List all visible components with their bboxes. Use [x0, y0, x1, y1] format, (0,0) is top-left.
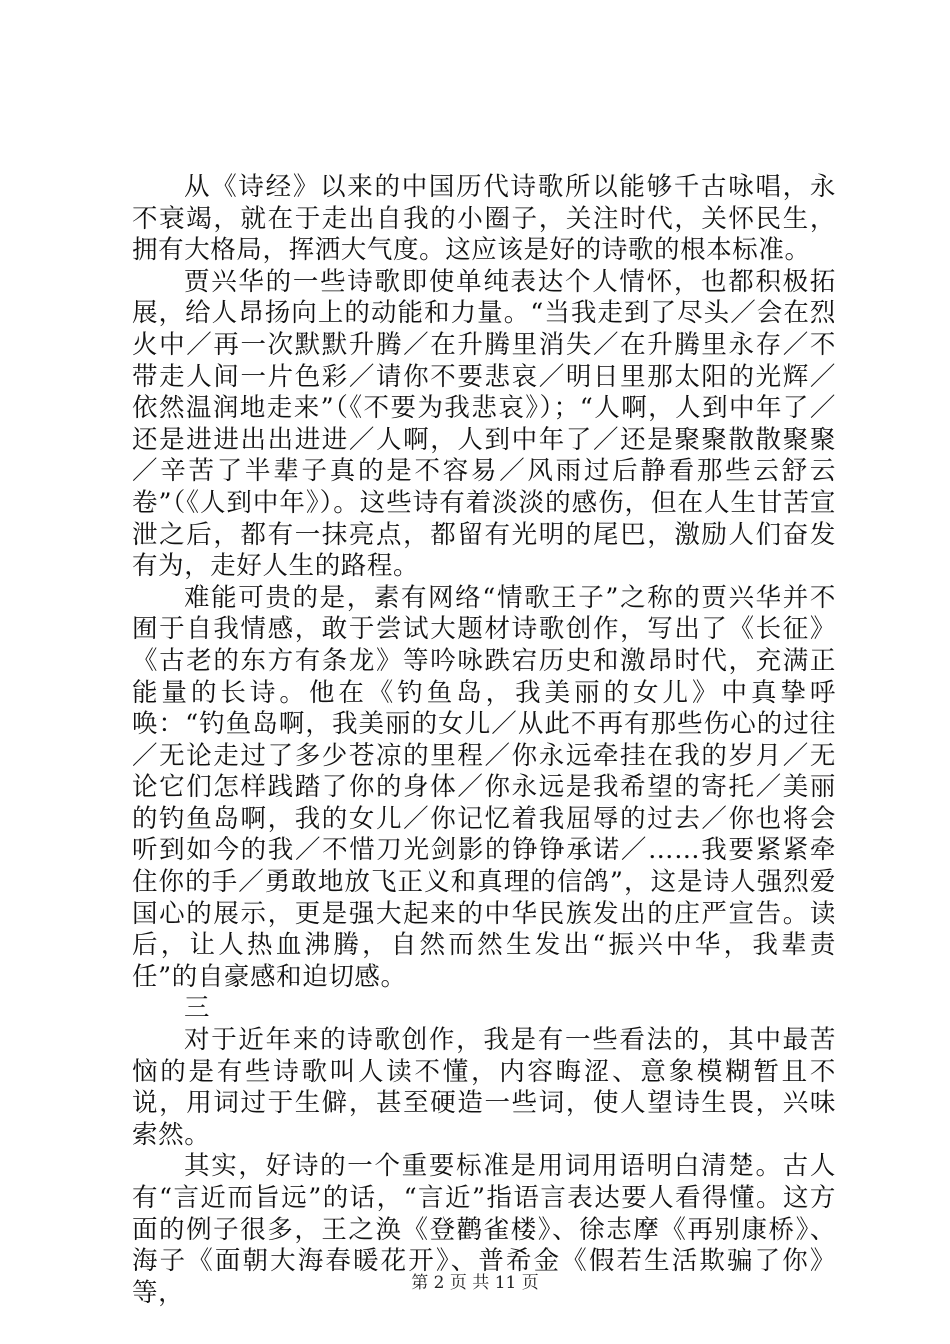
paragraph-5: 其实，好诗的一个重要标准是用词用语明白清楚。古人有“言近而旨远”的话，“言近”指语言表达要人看得懂。这方面的例子很多，王之涣《登鹳雀楼》、徐志摩《再别康桥》、海子《面朝大海春暖花开》、普希金《假若生活欺骗了你》等，: [132, 1151, 836, 1308]
document-body: [132, 172, 836, 1309]
paragraph-1: 从《诗经》以来的中国历代诗歌所以能够千古咏唱，永不衰竭，就在于走出自我的小圈子，关注时代，关怀民生，拥有大格局，挥洒大气度。这应该是好的诗歌的根本标准。: [132, 172, 836, 266]
paragraph-3: 难能可贵的是，素有网络“情歌王子”之称的贾兴华并不囿于自我情感，敢于尝试大题材诗歌创作，写出了《长征》《古老的东方有条龙》等吟咏跌宕历史和激昂时代，充满正能量的长诗。他在《钓鱼岛，我美丽的女儿》中真挚呼唤：“钓鱼岛啊，我美丽的女儿／从此不再有那些伤心的过往／无论走过了多少苍凉的里程／你永远牵挂在我的岁月／无论它们怎样践踏了你的身体／你永远是我希望的寄托／美丽的钓鱼岛啊，我的女儿／你记忆着我屈辱的过去／你也将会听到如今的我／不惜刀光剑影的铮铮承诺／……我要紧紧牵住你的手／勇敢地放飞正义和真理的信鸽”，这是诗人强烈爱国心的展示，更是强大起来的中华民族发出的庄严宣告。读后，让人热血沸腾，自然而然生发出“振兴中华，我辈责任”的自豪感和迫切感。: [132, 582, 836, 992]
section-heading: 三: [184, 993, 211, 1024]
paragraph-2: 贾兴华的一些诗歌即使单纯表达个人情怀，也都积极拓展，给人昂扬向上的动能和力量。“当我走到了尽头／会在烈火中／再一次默默升腾／在升腾里消失／在升腾里永存／不带走人间一片色彩／请你不要悲哀／明日里那太阳的光辉／依然温润地走来”（《不要为我悲哀》）；“人啊，人到中年了／还是进进出出进进／人啊，人到中年了／还是聚聚散散聚聚／辛苦了半辈子真的是不容易／风雨过后静看那些云舒云卷”（《人到中年》）。这些诗有着淡淡的感伤，但在人生甘苦宣泄之后，都有一抹亮点，都留有光明的尾巴，激励人们奋发有为，走好人生的路程。: [132, 266, 836, 582]
page-footer: 第 2 页 共 11 页: [411, 1273, 539, 1293]
paragraph-4: 对于近年来的诗歌创作，我是有一些看法的，其中最苦恼的是有些诗歌叫人读不懂，内容晦涩、意象模糊暂且不说，用词过于生僻，甚至硬造一些词，使人望诗生畏，兴味索然。: [132, 1025, 836, 1150]
